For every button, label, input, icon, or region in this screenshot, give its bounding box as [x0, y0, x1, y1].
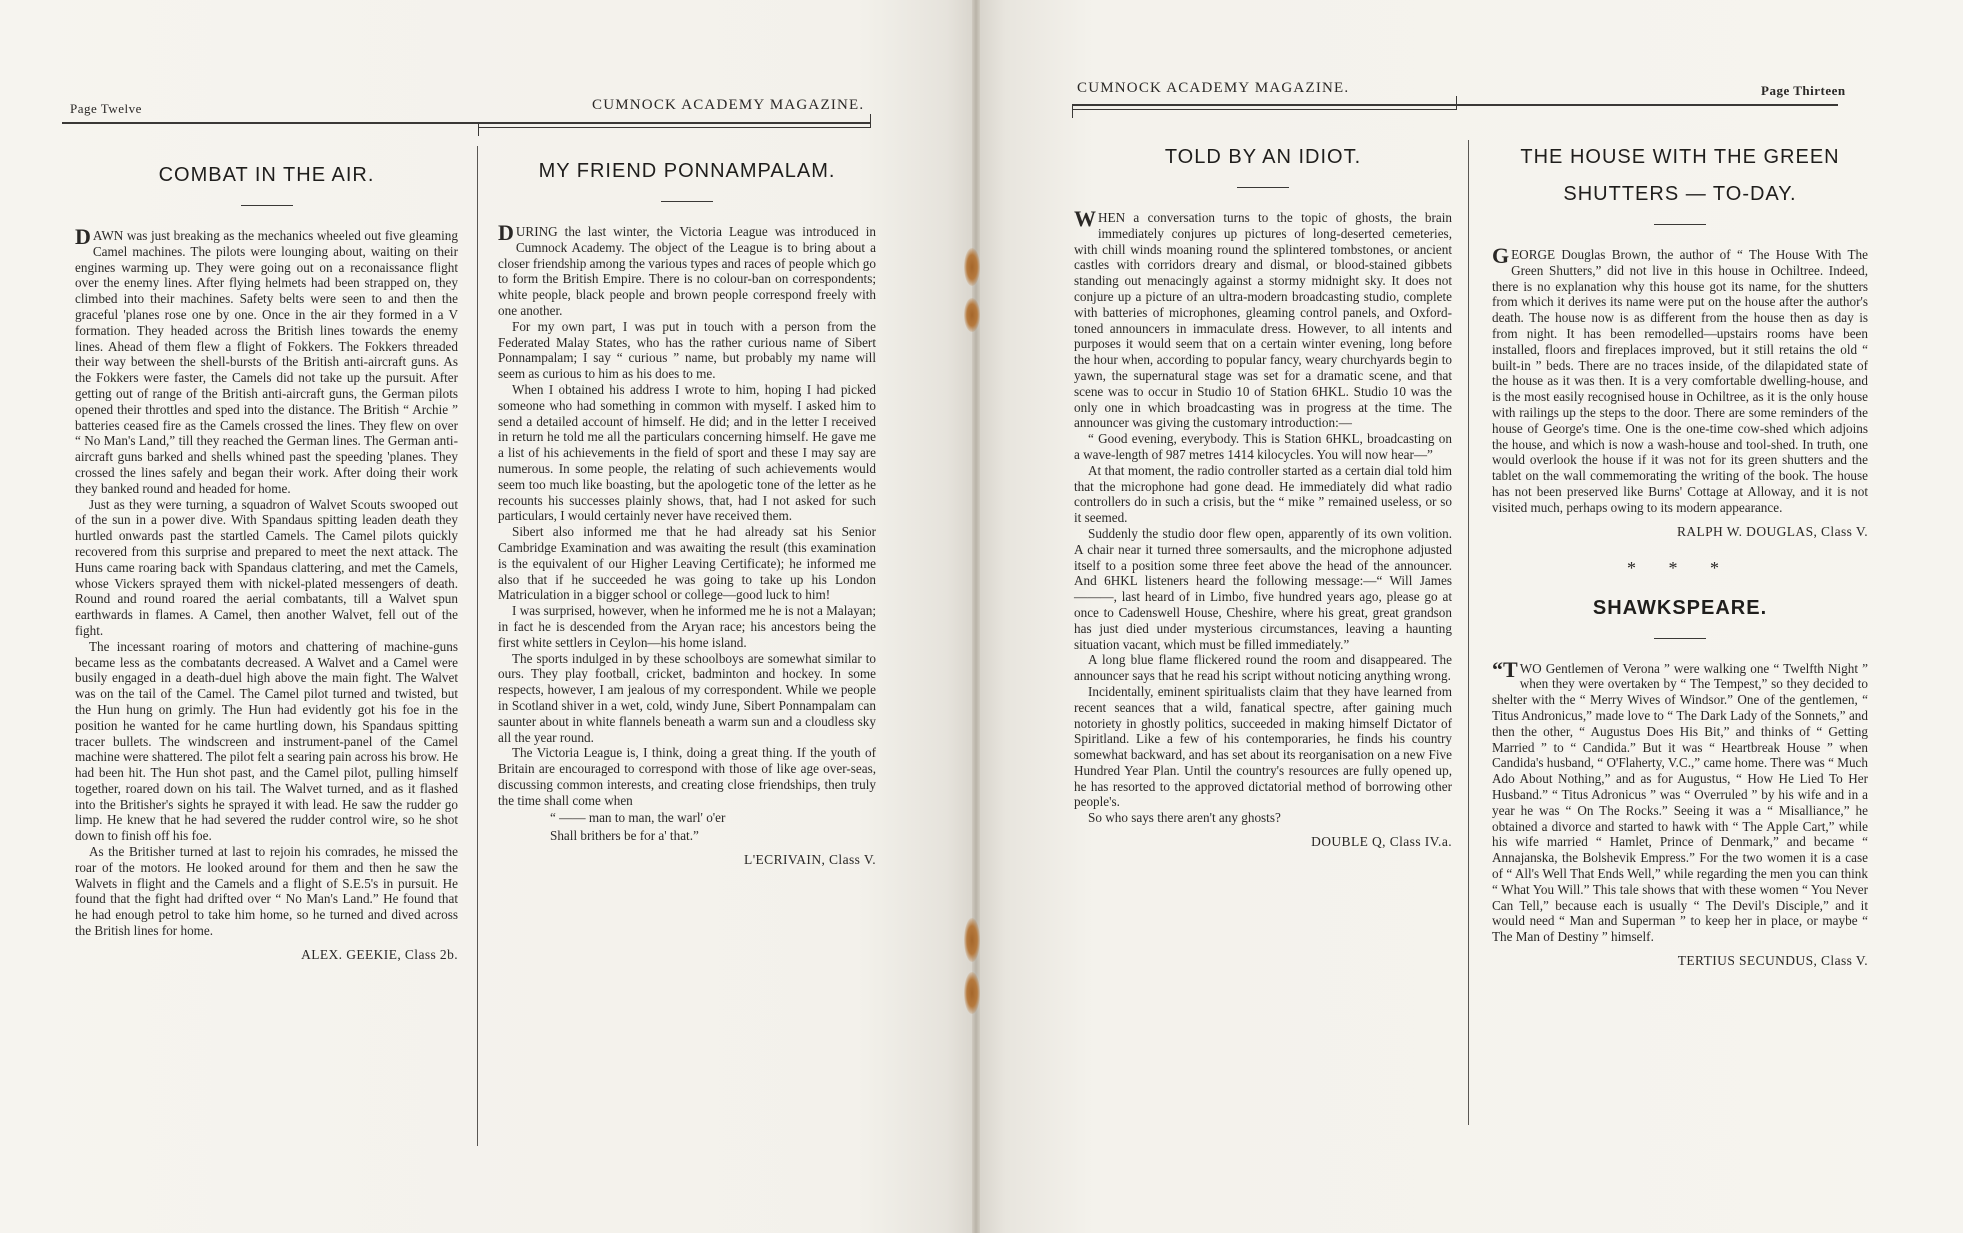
- title-rule: [1237, 187, 1289, 188]
- header-tick: [870, 114, 871, 128]
- header-tick: [478, 122, 479, 136]
- article-body: [498, 220, 876, 808]
- magazine-title-left: CUMNOCK ACADEMY MAGAZINE.: [592, 97, 865, 113]
- article-shawkspeare: [1492, 597, 1868, 969]
- paragraph: The Victoria League is, I think, doing a great thing. If the youth of Britain are encouraged to correspond with those of like age over-seas, discussing common interests, and creating close friendships, then truly the time shall come when: [498, 745, 876, 808]
- article-body: [1492, 243, 1868, 516]
- paragraph: [498, 220, 876, 319]
- article-combat-in-the-air: [75, 164, 458, 963]
- paragraph: Sibert also informed me that he had already sat his Senior Cambridge Examination and was awaiting the result (this examination is the equivalent of our Higher Leaving Certificate); he informed me also that if he succeeded he was going to take up his London Matriculation in a bigger school or college—good luck to him!: [498, 524, 876, 603]
- drop-cap: D: [75, 224, 91, 249]
- paragraph-text: WO Gentlemen of Verona ” were walking one “ Twelfth Night ” when they were overtaken by “ The Tempest,” so they decided to shelter with the “ Merry Wives of Windsor.” One of the gentlemen, “ Titus Andronicus,” made love to “ The Dark Lady of the Sonnets,” and then the other, “ Augustus Does His Bit,” and thinks of “ Getting Married ” to “ Candida.” But it was “ Heartbreak House ” when Candida's husband, “ O'Flaherty, V.C.,” came home. There was “ Much Ado About Nothing,” and as for Augustus, “ How He Lied To Her Husband.” “ Titus Adronicus ” was “ Overruled ” by his wife and in a year he was “ On The Rocks.” Seeing it was a “ Misalliance,” he obtained a divorce and started to hawk with “ The Apple Cart,” while his wife married “ Hamlet, Prince of Denmark,” and became “ Annajanska, the Bolshevik Empress.” For the two women it is a case of “ All's Well That Ends Well,” while regarding the men you can think “ What You Will.” This tale shows that with these women “ You Never Can Tell,” because each is usually “ The Devil's Disciple,” and it would need “ Man and Superman ” to keep her in place, or maybe “ The Man of Destiny ” himself.: [1492, 660, 1868, 945]
- rust-stain: [964, 918, 980, 962]
- paragraph-text: AWN was just breaking as the mechanics wheeled out five gleaming Camel machines. The pilots were lounging about, waiting on their engines warming up. They were going out on a reconaissance flight over the enemy lines. After flying helmets had been strapped on, they climbed into their machines. Safety belts were seen to and then the graceful 'planes rose one by one. Once in the air they formed in a V formation. They headed across the British lines towards the enemy lines. Ahead of them flew a flight of Fokkers. The Fokkers threaded their way between the shell-bursts of the British anti-aircraft guns. As the Fokkers were faster, the Camels did not take up the pursuit. After getting out of range of the British anti-aircraft guns, the German pilots opened their throttles and sped into the distance. The British “ Archie ” batteries ceased fire as the Camels crossed the lines. They flew on over “ No Man's Land,” till they reached the German lines. The German anti-aircraft guns barked and shells whined past the speeding 'planes. They crossed the lines safely and began their work. After doing their work they banked round and headed for home.: [75, 228, 458, 496]
- page-number-left: Page Twelve: [70, 101, 142, 116]
- author-signature: DOUBLE Q, Class IV.a.: [1311, 834, 1452, 850]
- article-title: SHAWKSPEARE.: [1592, 596, 1768, 619]
- column-divider: [1468, 140, 1469, 1125]
- author-signature: L'ECRIVAIN, Class V.: [744, 852, 876, 868]
- paragraph: The sports indulged in by these schoolboys are somewhat similar to ours. They play football, cricket, badminton and hockey. In some respects, however, I am jealous of my correspondent. While we people in Scotland shiver in a wet, cold, windy June, Sibert Ponnampalam can saunter about in white flannels beneath a warm sun and a cloudless sky all the year round.: [498, 650, 876, 745]
- paragraph-text: EORGE Douglas Brown, the author of “ The House With The Green Shutters,” did not live in this house in Ochiltree. Indeed, there is no explanation why this house got its name, for the shutters from which it derives its name were put on the house after the author's death. The house now is as different from the house then as day is from night. It has been remodelled—upstairs rooms have been installed, floors and fireplaces improved, but it still retains the old “ built-in ” beds. There are no traces inside, of the dilapidated state of the house as it was then. It is a very comfortable dwelling-house, and is the most easily recognised house in Ochiltree, as it is the only house with railings up the steps to the door. There are some reminders of the house of George's time. One is the one-time cow-shed which adjoins the house, and which is now a wash-house and tool-shed. In truth, one would overlook the house if it was not for its green shutters and the tablet on the wall commemorating the writing of the book. The house has not been preserved like Burns' Cottage at Alloway, and it is not visited much, perhaps owing to its modern appearance.: [1492, 247, 1868, 515]
- article-title-line-2: SHUTTERS — TO-DAY.: [1563, 183, 1797, 205]
- verse-line: Shall brithers be for a' that.”: [550, 828, 699, 844]
- paragraph: At that moment, the radio controller started as a certain dial told him that the microphone had gone dead. He immediately did what radio controllers do in such a crisis, but the “ mike ” remained useless, or so it seemed.: [1074, 462, 1452, 526]
- header-rule-right-thin: [1072, 109, 1456, 110]
- rust-stain: [964, 248, 980, 286]
- paragraph: Suddenly the studio door flew open, apparently of its own volition. A chair near it turned three somersaults, and the microphone adjusted itself to a position some three feet above the head of the announcer. And 6HKL listeners heard the following message:—“ Will James ———, last heard of in Limbo, five hundred years ago, please go at once to Cadenswell House, Cheshire, where his great, great grandson has just died under mysterious circumstances, leaving a haunting situation vacant, which must be filled immediately.”: [1074, 525, 1452, 652]
- section-separator: * * *: [1627, 557, 1733, 578]
- article-title: COMBAT IN THE AIR.: [158, 164, 375, 186]
- header-rule-right: [1072, 104, 1838, 106]
- title-rule: [241, 205, 293, 206]
- paragraph: Incidentally, eminent spiritualists claim that they have learned from recent seances that a wild, fanatical spectre, after gaining much notoriety in ghostly politics, succeeded in making himself Dictator of Spiritland. Like a few of his contemporaries, he finds his country somewhat backward, and has set about its reorganisation on a new Five Hundred Year Plan. Until the country's resources are fully opened up, he has resorted to the approved dictatorial method of borrowing other people's.: [1074, 683, 1452, 810]
- paragraph: [1074, 206, 1452, 431]
- article-told-by-an-idiot: [1074, 146, 1452, 850]
- paragraph: As the Britisher turned at last to rejoin his comrades, he missed the roar of the motors. He looked around for them and then he saw the Walvets in flight and the Camels and a flight of S.E.5's in pursuit. He found that the fight had drifted over “ No Man's Land.” He found that he had enough petrol to take him home, so he turned and dived across the British lines for home.: [75, 844, 458, 939]
- drop-cap: D: [498, 220, 514, 245]
- paragraph: [1492, 656, 1868, 945]
- rust-stain: [964, 298, 980, 332]
- title-rule: [661, 201, 713, 202]
- author-signature: TERTIUS SECUNDUS, Class V.: [1677, 952, 1868, 968]
- author-signature: RALPH W. DOUGLAS, Class V.: [1676, 523, 1868, 539]
- paragraph: [75, 224, 458, 497]
- title-rule: [1654, 638, 1706, 639]
- paragraph: “ Good evening, everybody. This is Station 6HKL, broadcasting on a wave-length of 987 metres 1414 kilocycles. You will now hear—”: [1074, 431, 1452, 462]
- drop-cap: W: [1074, 206, 1096, 231]
- title-rule: [1654, 224, 1706, 225]
- header-tick: [1072, 104, 1073, 118]
- verse-line: “ —— man to man, the warl' o'er: [550, 810, 726, 826]
- article-my-friend-ponnampalam: [498, 160, 876, 868]
- article-title: TOLD BY AN IDIOT.: [1164, 146, 1362, 168]
- rust-stain: [964, 972, 980, 1014]
- left-page: [0, 0, 976, 1233]
- book-gutter: [972, 0, 980, 1233]
- paragraph-text: HEN a conversation turns to the topic of ghosts, the brain immediately conjures up pictures of long-deserted cemeteries, with chill winds moaning round the splintered tombstones, or ancient castles with corridors dreary and dismal, or blood-stained gibbets standing out menacingly against a stormy midnight sky. It does not conjure up a picture of an ultra-modern broadcasting studio, complete with batteries of microphones, gleaming control panels, and Oxford-toned announcers in immaculate dress. However, to all intents and purposes it would seem that on a certain winter evening, long before the hour when, according to popular fancy, weary churchyards begin to yawn, the supernatural stage was set for a dramatic scene, and that scene was to occur in Studio 10 of Station 6HKL. Studio 10 was the only one in which broadcasting was in progress at the time. The announcer was giving the customary introduction:—: [1074, 210, 1452, 431]
- right-column: [1492, 146, 1868, 969]
- paragraph: A long blue flame flickered round the room and disappeared. The announcer says that he read his script without noticing anything wrong.: [1074, 652, 1452, 684]
- paragraph: Just as they were turning, a squadron of Walvet Scouts swooped out of the sun in a power dive. With Spandaus spitting leaden death they hurtled onwards past the startled Camels. The Camel pilots quickly recovered from this surprise and prepared to meet the next attack. The Huns came roaring back with Spandaus clattering, and met the Camels, whose Vickers sprayed them with nickel-plated messengers of death. Round and round roared the aerial combatants, till a Walvet spun earthwards in flames. A Camel, then another Walvet, fell out of the fight.: [75, 496, 458, 638]
- header-rule-left: [62, 122, 870, 124]
- article-house-green-shutters: [1492, 146, 1868, 540]
- page-number-right: Page Thirteen: [1761, 83, 1846, 98]
- drop-cap: “T: [1492, 656, 1518, 682]
- column-divider: [477, 146, 478, 1146]
- paragraph: When I obtained his address I wrote to him, hoping I had picked someone who had something in common with myself. I asked him to send a detailed account of himself. He did; and in the letter I received in return he told me all the particulars concerning himself. He gave me a list of his achievements in the field of sport and these I may say are numerous. In some people, the relating of such achievements would seem too much like boasting, but the apologetic tone of the letter as he recounts his successes plainly shows, that, had I not asked for such particulars, I would certainly never have received them.: [498, 381, 876, 524]
- author-signature: ALEX. GEEKIE, Class 2b.: [301, 946, 458, 962]
- paragraph: The incessant roaring of motors and chattering of machine-guns became less as the combatants decreased. A Walvet and a Camel were busily engaged in a death-duel high above the main fight. The Walvet was on the tail of the Camel. The Camel pilot turned and twisted, but the Hun hung on grimly. The Hun had evidently got his foe in the position he wanted for he came hurtling down, his Spandaus spitting tracer bullets. The windscreen and instrument-panel of the Camel machine were shattered. The pilot felt a searing pain across his brow. He had been hit. The Hun shot past, and the Camel pilot, pulling himself together, roared down on his tail. The Walvet turned, and as it flashed into the Britisher's sights he sprayed it with lead. He saw the rudder go limp. He knew that he had severed the rudder control wire, so he shot down to finish off his foe.: [75, 638, 458, 844]
- paragraph: [1492, 243, 1868, 516]
- article-body: [1492, 656, 1868, 945]
- header-rule-left-thin: [478, 127, 870, 128]
- article-body: [75, 224, 458, 939]
- drop-cap: G: [1492, 243, 1510, 268]
- paragraph: I was surprised, however, when he informed me he is not a Malayan; in fact he is descended from the Aryan race; his ancestors being the first white settlers in Ceylon—his home island.: [498, 603, 876, 650]
- article-title: THE HOUSE WITH THE GREEN: [1520, 146, 1840, 168]
- paragraph-text: URING the last winter, the Victoria League was introduced in Cumnock Academy. The object of the League is to bring about a closer friendship among the various types and races of people which go to form the British Empire. There is no colour-ban on correspondents; white people, black people and brown people correspond freely with one another.: [498, 224, 876, 318]
- paragraph: For my own part, I was put in touch with a person from the Federated Malay States, who has the rather curious name of Sibert Ponnampalam; I say “ curious ” name, but probably my name will seem as curious to him as his does to me.: [498, 318, 876, 382]
- magazine-title-right: CUMNOCK ACADEMY MAGAZINE.: [1077, 80, 1350, 96]
- header-tick: [1456, 96, 1457, 110]
- right-page: [976, 0, 1963, 1233]
- article-body: [1074, 206, 1452, 826]
- paragraph: So who says there aren't any ghosts?: [1088, 810, 1281, 826]
- article-title: MY FRIEND PONNAMPALAM.: [538, 160, 836, 182]
